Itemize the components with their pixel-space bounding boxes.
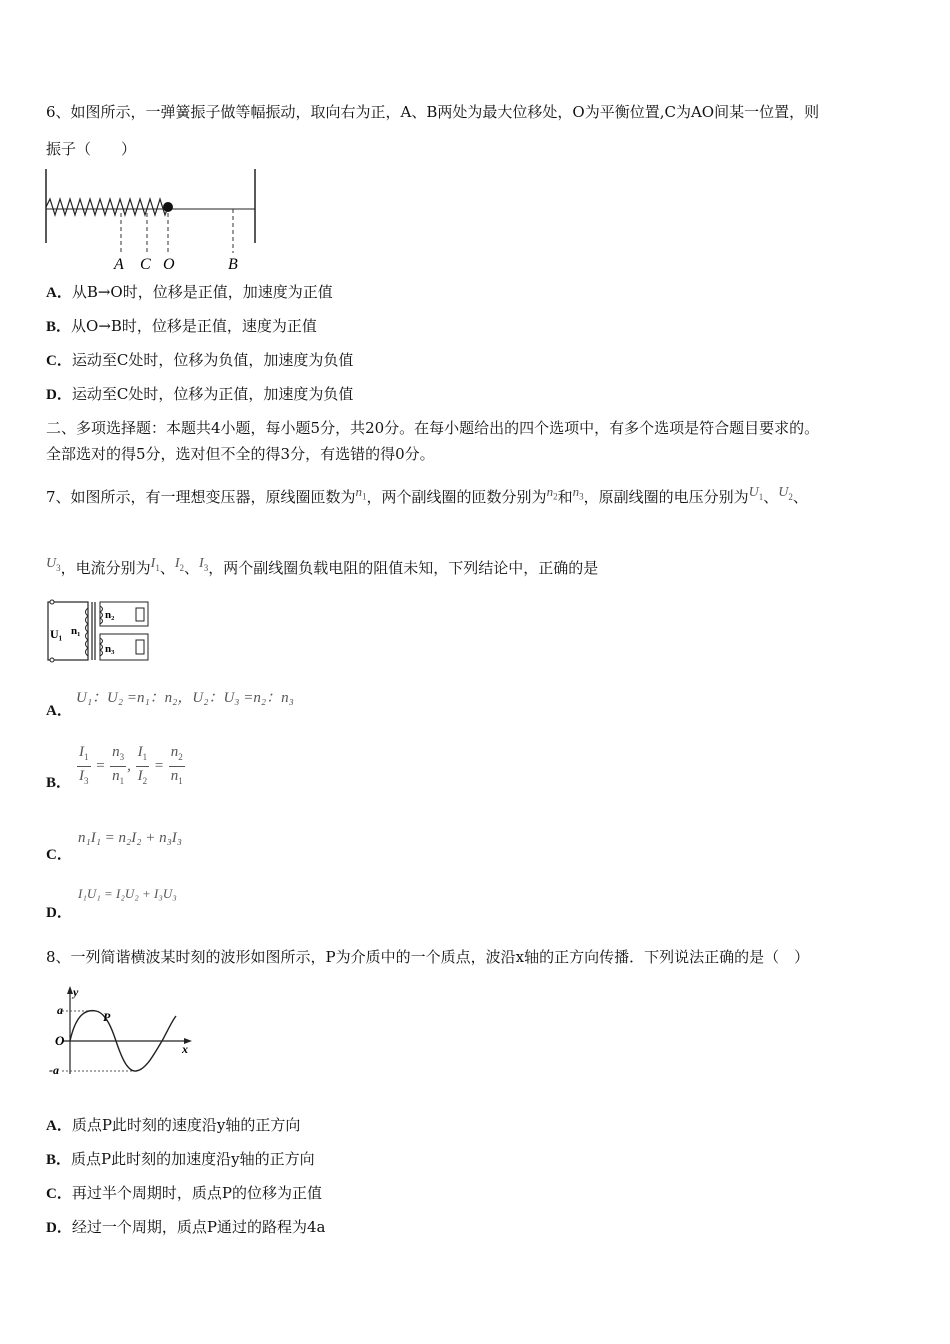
q7-stem-line1: 7、如图所示，有一理想变压器，原线圈匝数为$n_1$，两个副线圈的匝数分别为$n_2$和$n_3$，原副线圈的电压分别为$U_1$、$U_2$、 (46, 484, 808, 506)
fig-label-n1: n₁ (71, 625, 81, 637)
q7-option-b-formula: $\frac{I_1}{I_3}$ = $\frac{n_3}{n_1}$ , $\frac{I_1}{I_2}$ = $\frac{n_2}{n_1}$ (79, 744, 183, 786)
q7-option-d-formula: I₁U₁ = I₂U₂ + I₃U₃ (78, 886, 177, 901)
spring-oscillator-figure (40, 165, 265, 280)
fig-label-b: B (228, 256, 238, 273)
q7-option-a-formula: U₁：U₂ =n₁：n₂，U₂：U₃ =n₂：n₃ (76, 690, 294, 706)
fig-label-y: y (73, 985, 79, 999)
fig-label-x: x (182, 1042, 188, 1056)
q8-option-c[interactable]: C．再过半个周期时，质点P的位移为正值 (46, 1184, 322, 1202)
q6-stem-line2: 振子（ ） (46, 140, 137, 158)
wave-figure (46, 984, 196, 1079)
q7-option-c-letter[interactable]: C． (46, 847, 72, 863)
q7-option-c-formula: n₁I₁ = n₂I₂ + n₃I₃ (78, 830, 183, 846)
q6-stem-line1: 6、如图所示，一弹簧振子做等幅振动，取向右为正，A、B两处为最大位移处，O为平衡位置,C为AO间某一位置，则 (46, 103, 820, 121)
section2-line1: 二、多项选择题：本题共4小题，每小题5分，共20分。在每小题给出的四个选项中，有多个选项是符合题目要求的。 (46, 419, 820, 437)
q7-option-a-letter[interactable]: A． (46, 703, 72, 719)
q6-option-d[interactable]: D．运动至C处时，位移为正值，加速度为负值 (46, 385, 354, 403)
section2-line2: 全部选对的得5分，选对但不全的得3分，有选错的得0分。 (46, 445, 435, 463)
q8-option-b[interactable]: B．质点P此时刻的加速度沿y轴的正方向 (46, 1150, 315, 1168)
q8-option-d[interactable]: D．经过一个周期，质点P通过的路程为4a (46, 1218, 326, 1236)
fig-label-u1: U₁ (50, 627, 63, 641)
q7-stem-line2: $U_3$，电流分别为$I_1$、$I_2$、$I_3$，两个副线圈负载电阻的阻值未知，下列结论中，正确的是 (46, 556, 599, 577)
fig-label-neg-a: -a (49, 1063, 59, 1077)
q7-option-d-letter[interactable]: D． (46, 905, 72, 921)
fig-label-n3: n₃ (105, 643, 115, 655)
q8-option-a[interactable]: A．质点P此时刻的速度沿y轴的正方向 (46, 1116, 301, 1134)
fig-label-p: P (103, 1010, 111, 1024)
q7-option-b-letter[interactable]: B． (46, 775, 72, 791)
q8-stem: 8、一列简谐横波某时刻的波形如图所示，P为介质中的一个质点，波沿x轴的正方向传播．下列说法正确的是（ ） (46, 948, 810, 966)
q6-option-a[interactable]: A．从B→O时，位移是正值，加速度为正值 (46, 283, 333, 301)
transformer-figure (44, 598, 156, 666)
fig-label-a: a (57, 1003, 63, 1017)
fig-label-n2: n₂ (105, 609, 115, 621)
fig-label-a: A (114, 256, 124, 273)
q6-option-c[interactable]: C．运动至C处时，位移为负值，加速度为负值 (46, 351, 354, 369)
q6-option-b[interactable]: B．从O→B时，位移是正值，速度为正值 (46, 317, 317, 335)
fig-label-c: C (140, 256, 151, 273)
fig-label-o: O (163, 256, 175, 273)
fig-label-o: O (55, 1033, 65, 1048)
